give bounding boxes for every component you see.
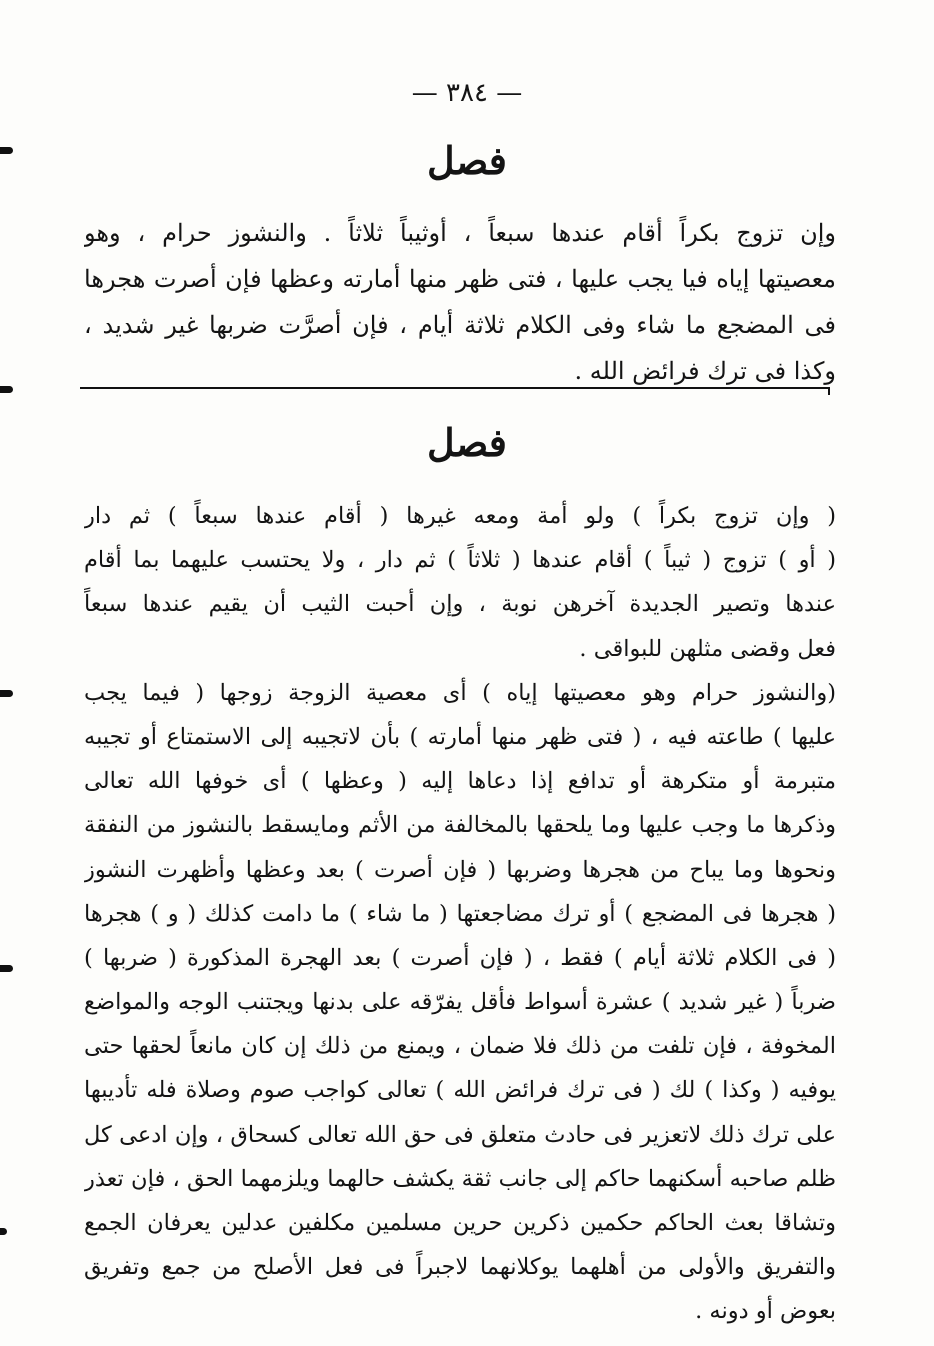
binding-mark — [0, 147, 13, 154]
section-heading-2: فصل — [427, 420, 507, 465]
sharh-line: ( هجرها فى المضجع ) أو ترك مضاجعتها ( ما شاء ) ما دامت كذلك ( و ) هجرها — [84, 900, 836, 927]
matn-line: وإن تزوج بكراً أقام عندها سبعاً ، أوثيباً ثلاثاً . والنشوز حرام ، وهو — [84, 219, 836, 247]
sharh-line: ( فى الكلام ثلاثة أيام ) فقط ، ( فإن أصرت ) بعد الهجرة المذكورة ( ضربها ) — [84, 944, 836, 971]
sharh-line: ظلم صاحبه أسكنهما حاكم إلى جانب ثقة يكشف حالهما ويلزمهما الحق ، فإن تعذر — [84, 1165, 836, 1192]
binding-mark — [0, 386, 13, 393]
section-divider-tick — [828, 387, 830, 395]
section-divider — [80, 387, 830, 389]
sharh-text-block — [84, 494, 836, 1334]
sharh-line: ( وإن تزوج بكراً ) ولو أمة ومعه غيرها ( أقام عندها سبعاً ) ثم دار — [84, 503, 836, 529]
section-heading-1: فصل — [427, 138, 507, 183]
sharh-line: المخوفة ، فإن تلفت من ذلك فلا ضمان ، ويمنع من ذلك إن كان مانعاً لحقها حتى — [84, 1033, 836, 1060]
page-number: — ٣٨٤ — — [411, 78, 523, 108]
sharh-line: على ترك ذلك لاتعزير فى حادث متعلق فى حق الله تعالى كسحاق ، وإن ادعى كل — [84, 1121, 836, 1148]
sharh-line: فعل وقضى مثلهن للبواقى . — [579, 635, 836, 662]
matn-line: معصيتها إياه فيا يجب عليها ، فتى ظهر منها أمارته وعظها فإن أصرت هجرها — [84, 265, 836, 293]
sharh-line: عندها وتصير الجديدة آخرهن نوبة ، وإن أحبت الثيب أن يقيم عندها سبعاً — [84, 591, 836, 618]
binding-mark — [0, 1228, 7, 1235]
sharh-line: بعوض أو دونه . — [695, 1298, 836, 1325]
sharh-line: عليها ) طاعته فيه ، ( فتى ظهر منها أمارته ) بأن لاتجيبه إلى الاستمتاع أو تجيبه — [84, 723, 836, 750]
sharh-line: ونحوها وما يباح من هجرها وضربها ( فإن أصرت ) بعد وعظها وأظهرت النشوز — [84, 856, 836, 883]
sharh-line: (والنشوز حرام وهو معصيتها إياه ) أى معصية الزوجة زوجها ( فيما يجب — [84, 679, 836, 706]
sharh-line: ضرباً ( غير شديد ) عشرة أسواط فأقل يفرّقه على بدنها ويجتنب الوجه والمواضع — [84, 989, 836, 1016]
sharh-line: وتشاقا بعث الحاكم حكمين ذكرين حرين مسلمين مكلفين عدلين يعرفان الجمع — [84, 1210, 836, 1236]
binding-mark — [0, 690, 13, 697]
matn-line: فى المضجع ما شاء وفى الكلام ثلاثة أيام ، فإن أصرَّت ضربها غير شديد ، — [84, 311, 836, 339]
binding-mark — [0, 965, 13, 972]
matn-text-block — [84, 210, 836, 394]
sharh-line: وذكرها ما وجب عليها وما يلحقها بالمخالفة من الأثم ومايسقط بالنشوز من النفقة — [84, 812, 836, 839]
sharh-line: متبرمة أو متكرهة أو تدافع إذا دعاها إليه ( وعظها ) أى خوفها الله تعالى — [84, 768, 836, 795]
sharh-line: ( أو ) تزوج ( ثيباً ) أقام عندها ( ثلاثاً ) ثم دار ، ولا يحتسب عليهما بما أقام — [84, 547, 836, 574]
matn-line: وكذا فى ترك فرائض الله . — [574, 357, 836, 385]
sharh-line: والتفريق والأولى من أهلهما يوكلانهما لاجبراً فى فعل الأصلح من جمع وتفريق — [84, 1254, 836, 1281]
sharh-line: يوفيه ( وكذا ) لك ( فى ترك فرائض الله ) تعالى كواجب صوم وصلاة فله تأديبها — [84, 1077, 836, 1104]
